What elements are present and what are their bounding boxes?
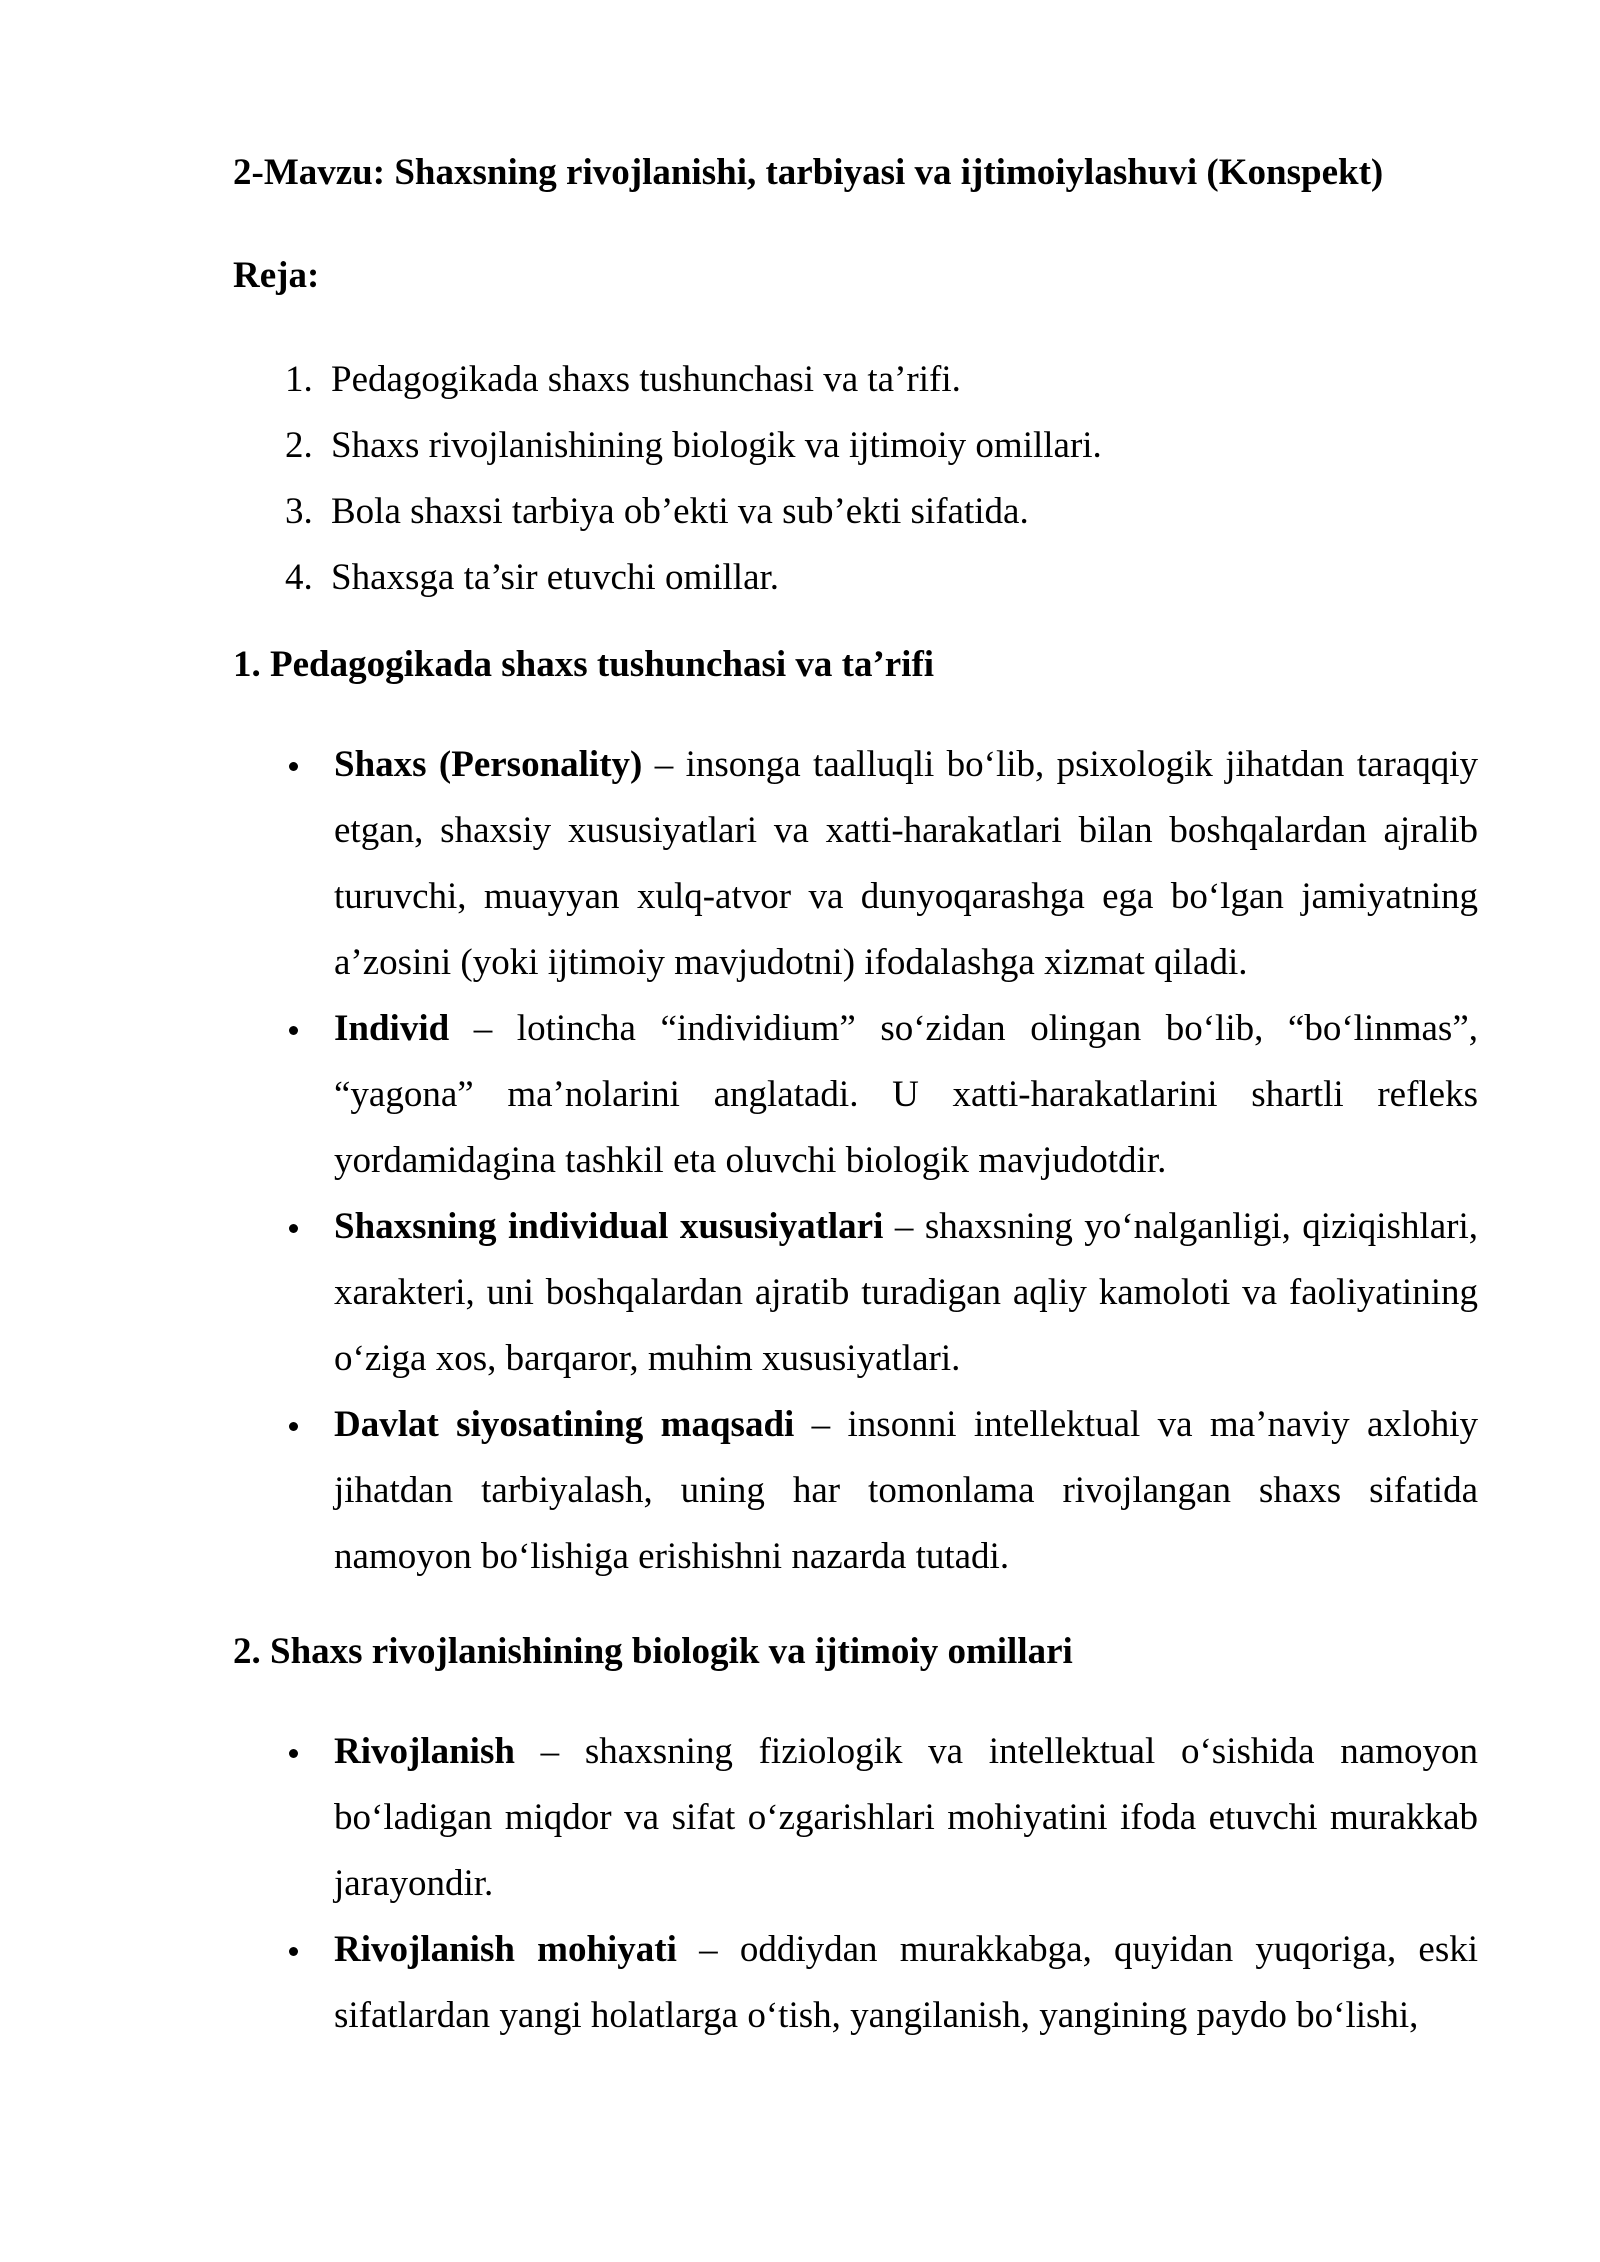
- section-2-bullet-list: [233, 1719, 1478, 2049]
- bullet-term: Individ: [334, 1008, 450, 1049]
- bullet-icon: [289, 1749, 298, 1758]
- bullet-definition: – insonni intellektual va ma’naviy axlohiy jihatdan tarbiyalash, uning har tomonlama rivojlangan shaxs sifatida namoyon boʻlishiga erishishni nazarda tutadi.: [334, 1404, 1478, 1577]
- plan-item: [285, 479, 1478, 545]
- bullet-term: Shaxs (Personality): [334, 744, 643, 785]
- section-1-bullet-list: [233, 732, 1478, 1590]
- bullet-term: Shaxsning individual xususiyatlari: [334, 1206, 884, 1247]
- bullet-text: [334, 1719, 1478, 1917]
- bullet-icon: [289, 762, 298, 771]
- list-item: [233, 996, 1478, 1194]
- plan-item-text: Pedagogikada shaxs tushunchasi va ta’rifi.: [331, 359, 961, 400]
- bullet-text: [334, 732, 1478, 996]
- plan-item-number: 2.: [285, 425, 313, 466]
- plan-item: [285, 545, 1478, 611]
- bullet-icon: [289, 1422, 298, 1431]
- plan-item: [285, 413, 1478, 479]
- bullet-text: [334, 1194, 1478, 1392]
- page-title: 2-Mavzu: Shaxsning rivojlanishi, tarbiyasi va ijtimoiylashuvi (Konspekt): [233, 152, 1384, 193]
- bullet-definition: – shaxsning fiziologik va intellektual oʻsishida namoyon boʻladigan miqdor va sifat oʻzgarishlari mohiyatini ifoda etuvchi murakkab jarayondir.: [334, 1731, 1478, 1904]
- bullet-text: [334, 1392, 1478, 1590]
- plan-list: [233, 347, 1478, 611]
- list-item: [233, 1392, 1478, 1590]
- bullet-definition: – lotincha “individium” soʻzidan olingan boʻlib, “boʻlinmas”, “yagona” ma’nolarini anglatadi. U xatti-harakatlarini shartli refleks yordamidagina tashkil eta oluvchi biologik mavjudotdir.: [334, 1008, 1478, 1181]
- plan-item: [285, 347, 1478, 413]
- bullet-term: Rivojlanish mohiyati: [334, 1929, 677, 1970]
- plan-item-number: 3.: [285, 491, 313, 532]
- bullet-term: Davlat siyosatining maqsadi: [334, 1404, 795, 1445]
- bullet-term: Rivojlanish: [334, 1731, 515, 1772]
- section-2-heading: 2. Shaxs rivojlanishining biologik va ijtimoiy omillari: [233, 1631, 1073, 1672]
- plan-item-text: Shaxsga ta’sir etuvchi omillar.: [331, 557, 780, 598]
- list-item: [233, 732, 1478, 996]
- plan-item-text: Shaxs rivojlanishining biologik va ijtimoiy omillari.: [331, 425, 1102, 466]
- plan-item-number: 1.: [285, 359, 313, 400]
- bullet-text: [334, 996, 1478, 1194]
- bullet-definition: – insonga taalluqli boʻlib, psixologik jihatdan taraqqiy etgan, shaxsiy xususiyatlari va xatti-harakatlari bilan boshqalardan ajralib turuvchi, muayyan xulq-atvor va dunyoqarashga ega boʻlgan jamiyatning a’zosini (yoki ijtimoiy mavjudotni) ifodalashga xizmat qiladi.: [334, 744, 1478, 983]
- bullet-definition: – shaxsning yoʻnalganligi, qiziqishlari, xarakteri, uni boshqalardan ajratib turadigan aqliy kamoloti va faoliyatining oʻziga xos, barqaror, muhim xususiyatlari.: [334, 1206, 1478, 1379]
- bullet-definition: – oddiydan murakkabga, quyidan yuqoriga, eski sifatlardan yangi holatlarga oʻtish, yangilanish, yangining paydo boʻlishi,: [334, 1929, 1479, 2036]
- plan-item-number: 4.: [285, 557, 313, 598]
- bullet-icon: [289, 1026, 298, 1035]
- section-1-heading: 1. Pedagogikada shaxs tushunchasi va ta’rifi: [233, 644, 935, 685]
- list-item: [233, 1917, 1478, 2049]
- list-item: [233, 1194, 1478, 1392]
- list-item: [233, 1719, 1478, 1917]
- bullet-icon: [289, 1224, 298, 1233]
- plan-label: Reja:: [233, 255, 320, 296]
- bullet-text: [334, 1917, 1478, 2049]
- plan-item-text: Bola shaxsi tarbiya ob’ekti va sub’ekti sifatida.: [331, 491, 1029, 532]
- bullet-icon: [289, 1947, 298, 1956]
